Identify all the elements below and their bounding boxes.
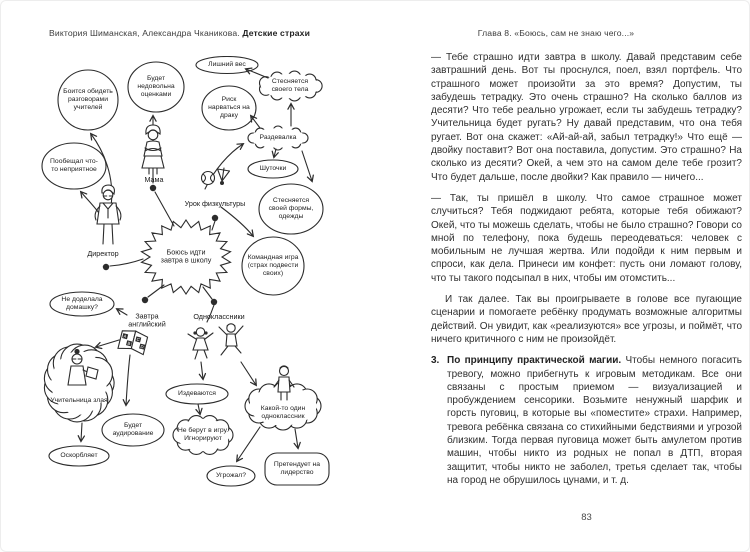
bubble-shy-clothes-label: Стесняется своей формы, одежды (268, 196, 314, 221)
arrow-classmate-to-leader (295, 429, 298, 448)
header-authors: Виктория Шиманская, Александра Чканикова. (49, 28, 243, 38)
dot-classmates (211, 299, 217, 305)
paragraph-3: И так далее. Так вы проигрываете в голове все пугающие сценарии и помогаете ребёнку продумать возможные алгоритмы действий. Он увидит, как «реализуются» все угрозы, и поймёт, что ничего критичного с ним не произойдёт. (431, 294, 742, 345)
cloud-one-classmate-label: Какой-то один одноклассник (260, 404, 306, 420)
book-letter-b: B (127, 340, 131, 347)
fear-mindmap-diagram (31, 56, 401, 511)
bubble-overweight-label: Лишний вес (208, 60, 246, 68)
book-letter-d: D (140, 343, 145, 350)
bubble-fear-offend-label: Боится обидеть разговорами учителей (63, 87, 113, 112)
label-director: Директор (87, 248, 119, 258)
numbered-list-item (431, 354, 742, 487)
book-letter-c: C (136, 336, 141, 343)
arrow-book-to-listening (126, 355, 130, 405)
bubble-homework-label: Не доделала домашку? (61, 295, 103, 311)
bubble-jokes-label: Шуточки (259, 164, 287, 172)
label-english: Завтра английский (128, 311, 166, 329)
arrow-mocking-to-excluded (198, 404, 200, 414)
list-paragraph (447, 354, 742, 487)
arrow-teacher-to-insults (81, 423, 82, 441)
chapter-header: Глава 8. «Боюсь, сам не знаю чего...» (477, 28, 635, 38)
arrow-locker-to-shy-clothes (302, 151, 312, 181)
bubble-team-game-label: Командная игра (страх подвести своих) (247, 253, 299, 278)
right-page-body (431, 51, 742, 495)
list-text: Чтобы немного погасить тревогу, можно прибегнуть к игровым методикам. Все они связаны с простым приемом — визуализацией и пробуждением сенсорики. Возьмите ненужный шарфик и горсть пуговиц, в которые вы «поместите» страхи. Например, тревога ребёнка связана со стихийными бедствиями и угрозой близким. Тогда первая пуговица может быть амулетом против машин, чтобы никто из родных не попал в ДТП, вторая защитит, чтобы никто не заболел, третья сделает так, чтобы на город не обрушилось цунами, и т. д. (447, 355, 742, 486)
bubble-mocking-label: Издеваются (178, 389, 216, 397)
bubble-insults-label: Оскорбляет (60, 451, 98, 459)
label-classmates: Одноклассники (193, 311, 245, 321)
mom-figure (142, 125, 164, 174)
page-number: 83 (581, 512, 592, 523)
bubble-shy-body-label: Стесняется своего тела (271, 77, 309, 93)
director-figure (95, 185, 121, 244)
header-book-title: Детские страхи (242, 28, 311, 38)
dot-mom (150, 185, 156, 191)
bubble-mom-grades-label: Будет недовольна оценками (137, 74, 175, 99)
paragraph-1: — Тебе страшно идти завтра в школу. Давай представим себе завтрашний день. Вот ты проснулся, поел, взял портфель. Что страшного может произойти за это время? Допустим, ты забудешь тетрадку. Это очень страшно? На сколько баллов из десяти? Что тебе реально угрожает, если ты забудешь тетрадку? Учительница будет ругать? Ну давай представим, что она тебя ругает. Вот она скажет: «Ай-ай-ай, забыл тетрадку!» Что ещё — двойку поставит? Вот она поставила, допустим. Это страшно? На сколько из десяти? Окей, а чем это на самом деле тебе грозит? Что будет дальше, после двойки? Как правило — ничего... (431, 52, 742, 183)
left-page-header (49, 28, 310, 38)
bubble-listening-label: Будет аудирование (112, 421, 154, 437)
paragraph-2: — Так, ты пришёл в школу. Что самое страшное может случиться? Тебя поджидают ребята, которые тебя обижают? Окей, что ты можешь сделать, чтобы не было страшно? Говори со мной по телефону, пока будешь переодеваться: человек с мобильным не лучшая жертва. Или подойди к ним первым и спроси, как дела. Принеси им конфет: пусть они ломают голову, что ты такого подсыпал в них, чтобы им отомстить... (431, 192, 742, 284)
arrow-locker-to-jokes (274, 149, 276, 157)
label-mom: Мама (144, 174, 164, 184)
bubble-threatened-label: Угрожал? (215, 471, 247, 479)
arrow-shybody-to-overweight (246, 69, 268, 78)
bubble-promised-label: Пообещал что-то неприятное (50, 157, 98, 173)
bubble-locker-label: Раздевалка (259, 133, 297, 141)
list-title: По принципу практической магии. (447, 355, 622, 367)
label-pe-lesson: Урок физкультуры (184, 198, 246, 208)
list-number: 3. (431, 355, 440, 367)
arrow-kids-to-mocking (201, 362, 203, 379)
dot-director (103, 264, 109, 270)
kids-figures (188, 324, 243, 359)
shuttlecock-icon (218, 168, 230, 185)
ball-icon (202, 172, 215, 185)
bubble-risk-fight-label: Риск нарваться на драку (208, 95, 250, 120)
bubble-leader-label: Претендует на лидерство (273, 460, 321, 476)
english-book-icon (118, 328, 148, 355)
book-letter-a: A (123, 333, 128, 339)
arrow-book-to-teacher (96, 340, 119, 347)
central-fear-label: Боюсь идти завтра в школу (160, 247, 212, 265)
dot-english (142, 297, 148, 303)
cloud-excluded-label: Не берут в игру. Игнорируют (177, 426, 229, 442)
cloud-mean-teacher-label: Учительница злая (50, 396, 108, 404)
arrow-pe-to-team-game (221, 207, 253, 236)
dot-pe (212, 215, 218, 221)
arrow-classmate-to-threat (237, 427, 260, 461)
arrow-kids-to-classmate (241, 362, 256, 385)
